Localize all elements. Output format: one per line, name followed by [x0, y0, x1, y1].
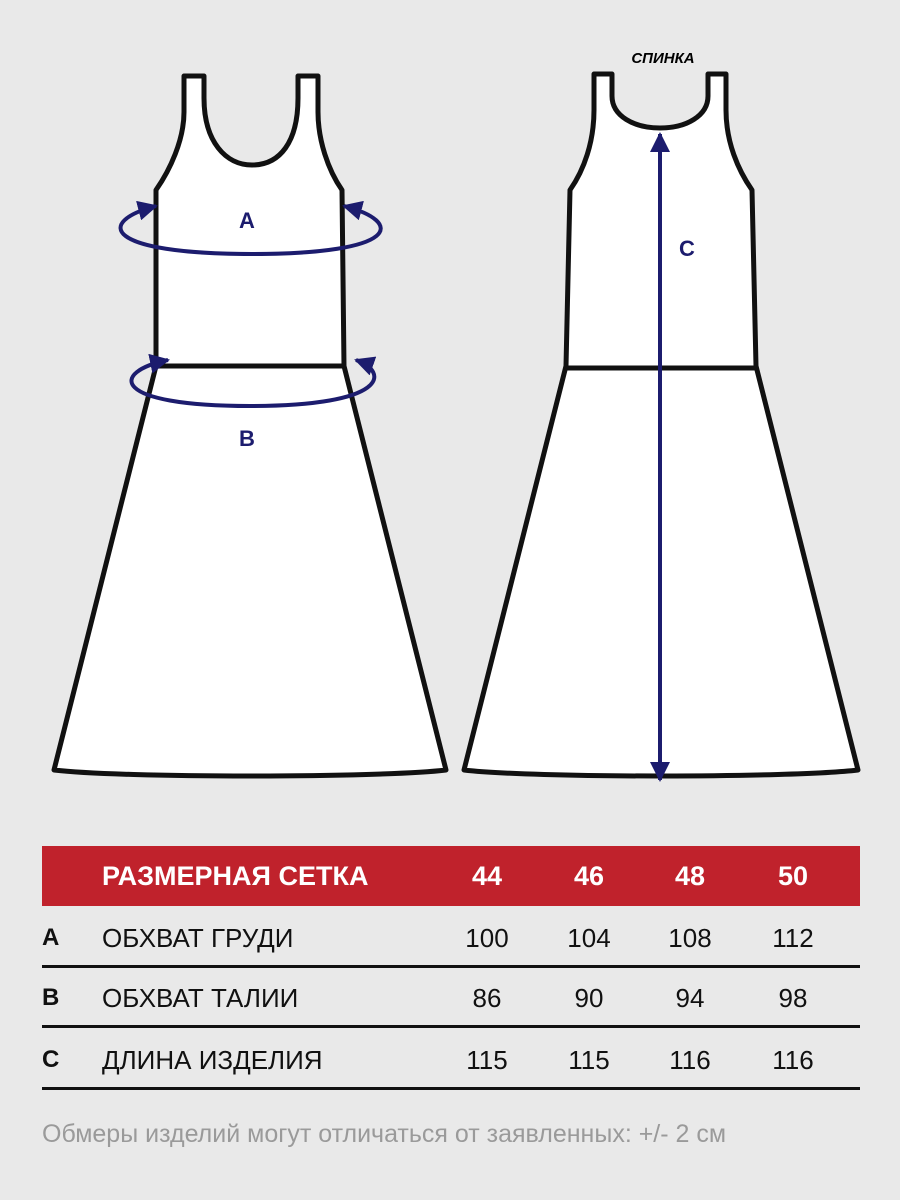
- row-value: 116: [772, 1045, 814, 1075]
- table-row-chest: [42, 908, 860, 968]
- row-code: B: [42, 984, 60, 1011]
- row-value: 94: [675, 983, 705, 1013]
- row-value: 86: [472, 983, 502, 1013]
- label-b: B: [239, 426, 255, 451]
- table-row-length: [42, 1030, 860, 1090]
- row-value: 100: [465, 923, 509, 953]
- row-code: C: [42, 1046, 60, 1073]
- label-c: C: [679, 236, 695, 261]
- row-divider: [42, 1087, 860, 1090]
- row-value: 104: [567, 923, 611, 953]
- size-46: 46: [573, 861, 605, 891]
- size-50: 50: [777, 861, 809, 891]
- row-code: A: [42, 924, 60, 951]
- row-divider: [42, 1025, 860, 1028]
- size-table-title: РАЗМЕРНАЯ СЕТКА: [102, 861, 369, 891]
- back-title: СПИНКА: [631, 50, 695, 67]
- table-row-waist: [42, 968, 860, 1028]
- row-value: 115: [466, 1045, 508, 1075]
- row-value: 115: [568, 1045, 610, 1075]
- row-name: ДЛИНА ИЗДЕЛИЯ: [102, 1045, 323, 1075]
- measurement-note: Обмеры изделий могут отличаться от заявленных: +/- 2 см: [42, 1120, 727, 1148]
- row-name: ОБХВАТ ГРУДИ: [102, 923, 294, 953]
- row-value: 116: [669, 1045, 711, 1075]
- row-value: 90: [574, 983, 604, 1013]
- row-name: ОБХВАТ ТАЛИИ: [102, 983, 299, 1013]
- row-value: 112: [772, 923, 814, 953]
- size-48: 48: [674, 861, 706, 891]
- size-44: 44: [471, 861, 503, 891]
- size-table-header: [42, 846, 860, 906]
- row-value: 98: [778, 983, 808, 1013]
- label-a: A: [239, 208, 255, 233]
- row-value: 108: [668, 923, 712, 953]
